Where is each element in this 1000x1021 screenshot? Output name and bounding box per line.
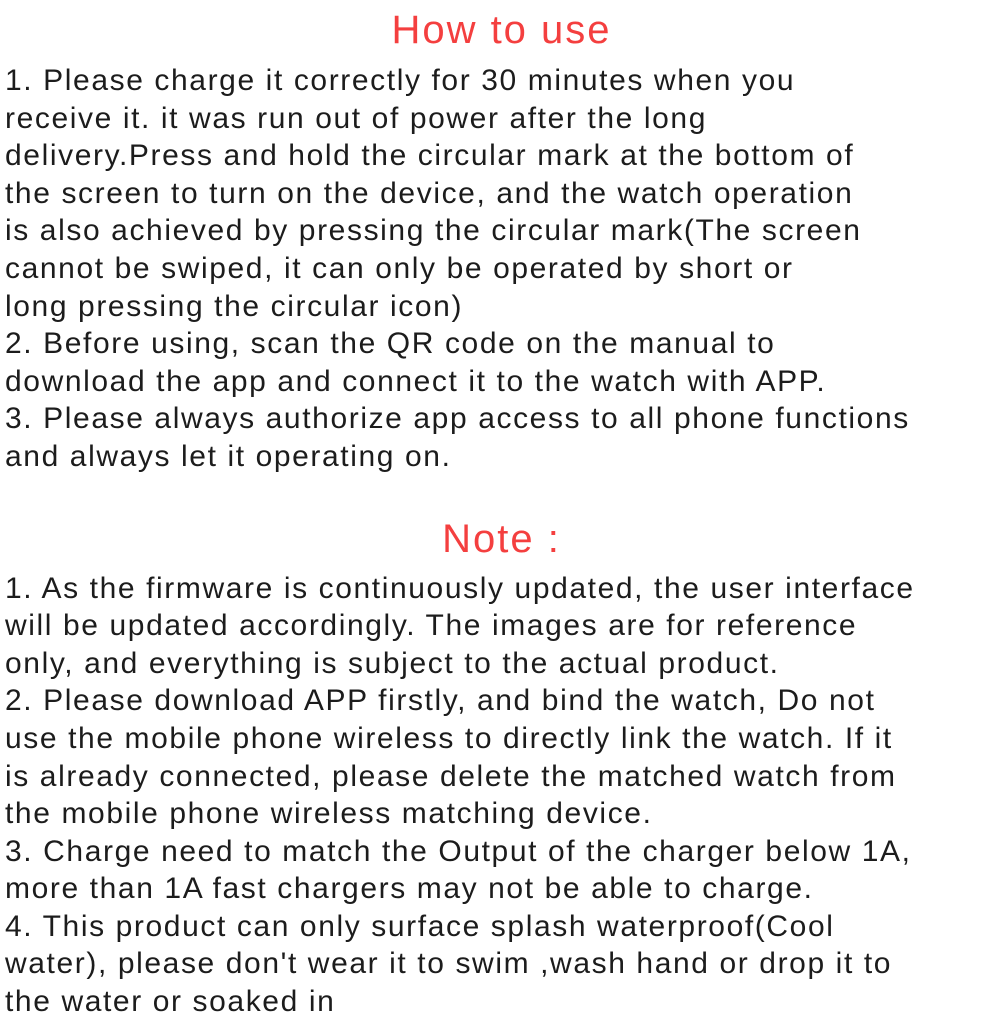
text-line: the water or soaked in (5, 985, 336, 1019)
text-line: 3. Charge need to match the Output of the charger below 1A, (5, 834, 912, 868)
text-line: cannot be swiped, it can only be operated by short or (5, 251, 794, 285)
text-line: use the mobile phone wireless to directly link the watch. If it (5, 721, 893, 755)
how-to-use-section (5, 0, 998, 476)
text-line: and always let it operating on. (5, 439, 452, 473)
text-line: only, and everything is subject to the actual product. (5, 646, 780, 680)
text-line: 4. This product can only surface splash waterproof(Cool (5, 909, 835, 943)
text-line: receive it. it was run out of power after the long (5, 101, 707, 135)
text-line: delivery.Press and hold the circular mark at the bottom of (5, 139, 855, 173)
text-line: 1. Please charge it correctly for 30 minutes when you (5, 64, 796, 97)
text-line: long pressing the circular icon) (5, 289, 464, 323)
text-line: is already connected, please delete the matched watch from (5, 759, 897, 793)
note-title: Note : (442, 516, 561, 561)
note-section (5, 516, 998, 1021)
text-line: 3. Please always authorize app access to all phone functions (5, 402, 910, 436)
text-line: the screen to turn on the device, and the watch operation (5, 176, 854, 210)
text-line: will be updated accordingly. The images are for reference (5, 609, 858, 643)
text-line: 2. Please download APP firstly, and bind the watch, Do not (5, 684, 876, 718)
text-line: more than 1A fast chargers may not be able to charge. (5, 872, 814, 906)
how-to-use-title: How to use (391, 8, 612, 52)
text-line: 2. Before using, scan the QR code on the manual to (5, 327, 776, 361)
text-line: 1. As the firmware is continuously updated, the user interface (5, 571, 915, 605)
text-line: water), please don't wear it to swim ,wash hand or drop it to (5, 947, 893, 981)
text-line: the mobile phone wireless matching device. (5, 797, 653, 831)
how-to-use-text (5, 62, 998, 476)
text-line: download the app and connect it to the watch with APP. (5, 364, 827, 398)
note-text (5, 570, 998, 1021)
text-line: is also achieved by pressing the circular mark(The screen (5, 214, 862, 248)
